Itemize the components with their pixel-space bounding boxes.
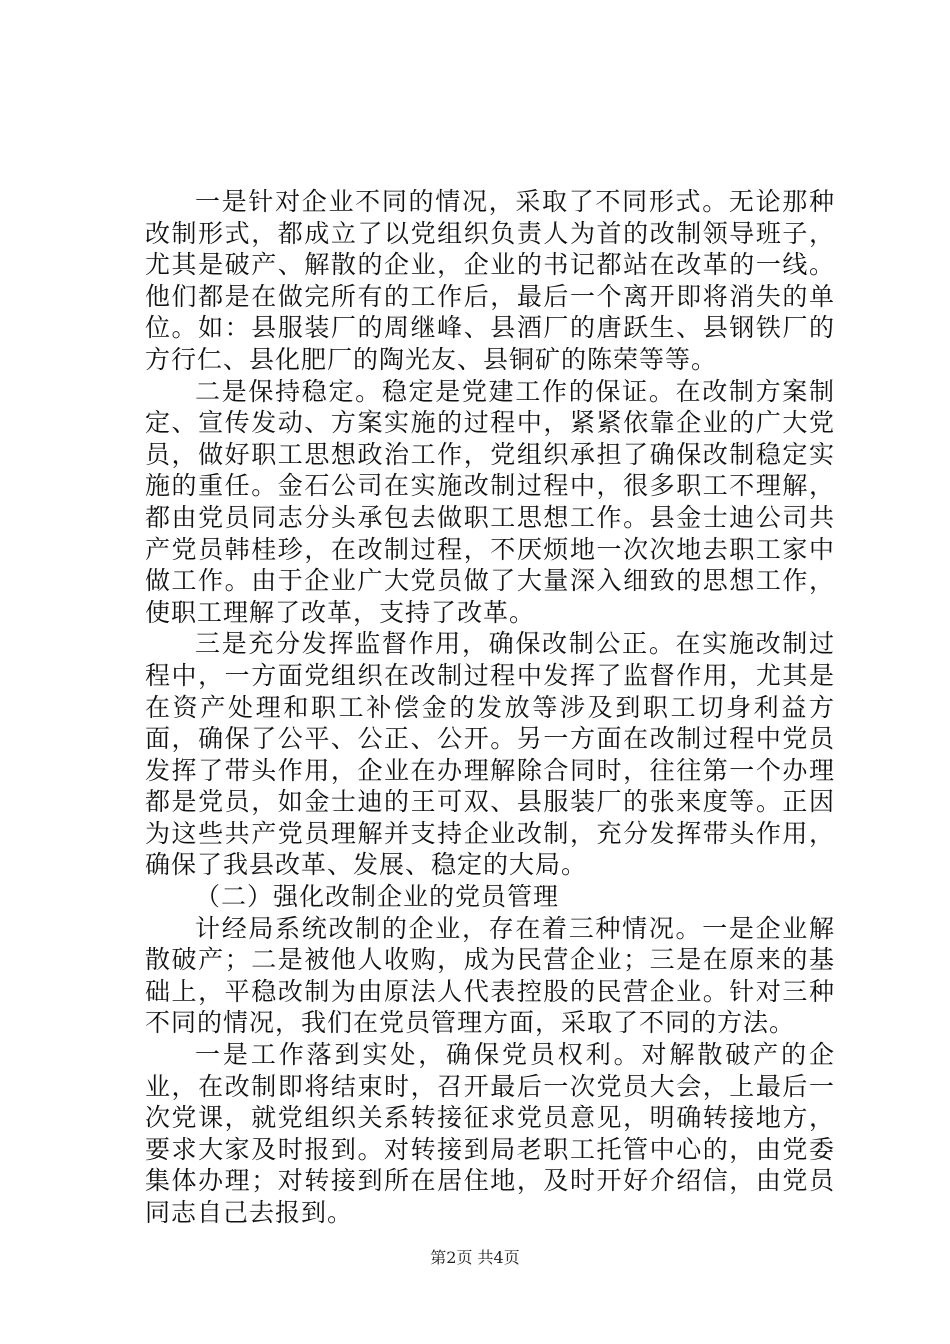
- paragraph-3: 三是充分发挥监督作用，确保改制公正。在实施改制过程中，一方面党组织在改制过程中发挥了监督作用，尤其是在资产处理和职工补偿金的发放等涉及到职工切身利益方面，确保了公平、公正、公开。另一方面在改制过程中党员发挥了带头作用，企业在办理解除合同时，往往第一个办理都是党员，如金士迪的王可双、县服装厂的张来度等。正因为这些共产党员理解并支持企业改制，充分发挥带头作用，确保了我县改革、发展、稳定的大局。: [145, 629, 835, 880]
- document-body: [145, 186, 835, 1229]
- paragraph-2: 二是保持稳定。稳定是党建工作的保证。在改制方案制定、宣传发动、方案实施的过程中，紧紧依靠企业的广大党员，做好职工思想政治工作，党组织承担了确保改制稳定实施的重任。金石公司在实施改制过程中，很多职工不理解，都由党员同志分头承包去做职工思想工作。县金士迪公司共产党员韩桂珍，在改制过程，不厌烦地一次次地去职工家中做工作。由于企业广大党员做了大量深入细致的思想工作，使职工理解了改革，支持了改革。: [145, 376, 835, 627]
- paragraph-4: 计经局系统改制的企业，存在着三种情况。一是企业解散破产；二是被他人收购，成为民营企业；三是在原来的基础上，平稳改制为由原法人代表控股的民营企业。针对三种不同的情况，我们在党员管理方面，采取了不同的方法。: [145, 913, 835, 1038]
- section-heading: （二）强化改制企业的党员管理: [195, 882, 560, 912]
- page-number-footer: 第2页 共4页: [430, 1248, 520, 1267]
- paragraph-5: 一是工作落到实处，确保党员权利。对解散破产的企业，在改制即将结束时，召开最后一次党员大会，上最后一次党课，就党组织关系转接征求党员意见，明确转接地方，要求大家及时报到。对转接到局老职工托管中心的，由党委集体办理；对转接到所在居住地，及时开好介绍信，由党员同志自己去报到。: [145, 1040, 835, 1227]
- paragraph-1: 一是针对企业不同的情况，采取了不同形式。无论那种改制形式，都成立了以党组织负责人为首的改制领导班子，尤其是破产、解散的企业，企业的书记都站在改革的一线。他们都是在做完所有的工作后，最后一个离开即将消失的单位。如：县服装厂的周继峰、县酒厂的唐跃生、县钢铁厂的方行仁、县化肥厂的陶光友、县铜矿的陈荣等等。: [145, 187, 835, 374]
